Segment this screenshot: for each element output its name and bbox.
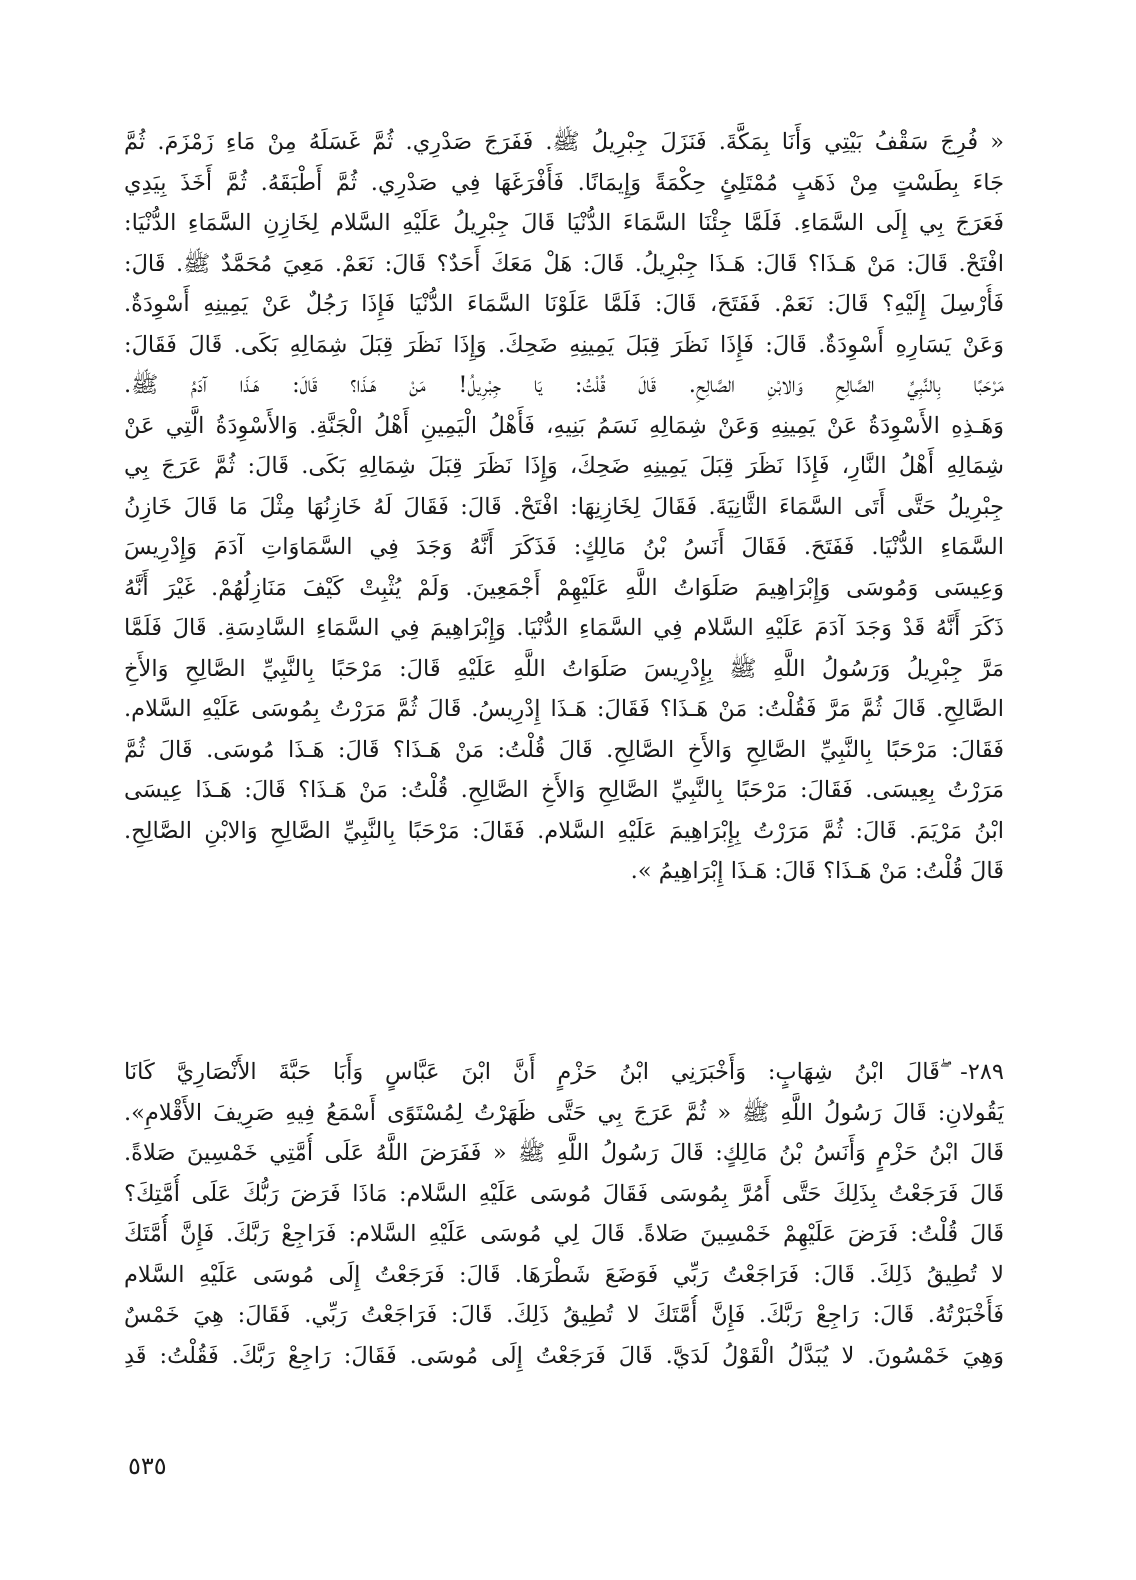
text-line: مَرْحَبًا بِالنَّبِيِّ الصَّالِحِ وَالابْنِ الصَّالِحِ. قَالَ قُلْتُ: يَا جِبْرِيلُ! مَنْ هَـذَا؟ قَالَ: هَـذَا آدَمُ ﷺ.	[124, 372, 1004, 398]
text-line: « فُرِجَ سَقْفُ بَيْتِي وَأَنَا بِمَكَّةَ. فَنَزَلَ جِبْرِيلُ ﷺ. فَفَرَجَ صَدْرِي. ثُمَّ غَسَلَهُ مِنْ مَاءِ زَمْزَمَ. ثُمَّ	[124, 129, 1004, 155]
hadith-paragraph-1	[124, 122, 1004, 892]
text-line: قَالَ قُلْتُ: مَنْ هَـذَا؟ قَالَ: هَـذَا إِبْرَاهِيمُ ».	[630, 858, 1004, 884]
text-line: قَالَ قُلْتُ: فَرَضَ عَلَيْهِمْ خَمْسِينَ صَلاةً. قَالَ لِي مُوسَى عَلَيْهِ السَّلام: فَرَاجِعْ رَبَّكَ. فَإِنَّ أُمَّتَكَ	[124, 1221, 1004, 1247]
text-line: مَرَرْتُ بِعِيسَى. فَقَالَ: مَرْحَبًا بِالنَّبِيِّ الصَّالِحِ وَالأَخِ الصَّالِحِ. قُلْتُ: مَنْ هَـذَا؟ قَالَ: هَـذَا عِيسَى	[124, 777, 1004, 803]
text-line: وَهَـذِهِ الأَسْوِدَةُ عَنْ يَمِينِهِ وَعَنْ شِمَالِهِ نَسَمُ بَنِيهِ، فَأَهْلُ الْيَمِينِ أَهْلُ الْجَنَّةِ. وَالأَسْوِدَةُ الَّتِي عَنْ	[124, 412, 1004, 439]
text-line: وَعِيسَى وَمُوسَى وَإِبْرَاهِيمَ صَلَوَاتُ اللَّهِ عَلَيْهِمْ أَجْمَعِينَ. وَلَمْ يُثْبِتْ كَيْفَ مَنَازِلُهُمْ. غَيْرَ أَنَّهُ	[124, 574, 1004, 601]
text-line: الصَّالِحِ. قَالَ ثُمَّ مَرَّ فَقُلْتُ: مَنْ هَـذَا؟ فَقَالَ: هَـذَا إِدْرِيسُ. قَالَ ثُمَّ مَرَرْتُ بِمُوسَى عَلَيْهِ السَّلام.	[124, 696, 1004, 722]
text-line: فَقَالَ: مَرْحَبًا بِالنَّبِيِّ الصَّالِحِ وَالأَخِ الصَّالِحِ. قَالَ قُلْتُ: مَنْ هَـذَا؟ قَالَ: هَـذَا مُوسَى. قَالَ ثُمَّ	[124, 736, 1004, 763]
text-line: يَقُولانِ: قَالَ رَسُولُ اللَّهِ ﷺ « ثُمَّ عَرَجَ بِي حَتَّى ظَهَرْتُ لِمُسْتَوًى أَسْمَعُ فِيهِ صَرِيفَ الأَقْلامِ».	[124, 1099, 1004, 1126]
text-line: فَأَخْبَرْتُهُ. قَالَ: رَاجِعْ رَبَّكَ. فَإِنَّ أُمَّتَكَ لا تُطِيقُ ذَلِكَ. قَالَ: فَرَاجَعْتُ رَبِّي. فَقَالَ: هِيَ خَمْسٌ	[124, 1302, 1004, 1328]
text-line: ذَكَرَ أَنَّهُ قَدْ وَجَدَ آدَمَ عَلَيْهِ السَّلام فِي السَّمَاءِ الدُّنْيَا. وَإِبْرَاهِيمَ فِي السَّمَاءِ السَّادِسَةِ. قَالَ فَلَمَّا	[124, 615, 1004, 641]
text-line: شِمَالِهِ أَهْلُ النَّارِ، فَإِذَا نَظَرَ قِبَلَ يَمِينِهِ ضَحِكَ، وَإِذَا نَظَرَ قِبَلَ شِمَالِهِ بَكَى. قَالَ: ثُمَّ عَرَجَ بِي	[124, 453, 1004, 479]
text-line: مَرَّ جِبْرِيلُ وَرَسُولُ اللَّهِ ﷺ بِإِدْرِيسَ صَلَوَاتُ اللَّهِ عَلَيْهِ قَالَ: مَرْحَبًا بِالنَّبِيِّ الصَّالِحِ وَالأَخِ	[124, 655, 1004, 682]
text-line: فَعَرَجَ بِي إِلَى السَّمَاءِ. فَلَمَّا جِئْنَا السَّمَاءَ الدُّنْيَا قَالَ جِبْرِيلُ عَلَيْهِ السَّلام لِخَازِنِ السَّمَاءِ الدُّنْيَا:	[124, 210, 1004, 236]
text-line: فَأُرْسِلَ إِلَيْهِ؟ قَالَ: نَعَمْ. فَفَتَحَ، قَالَ: فَلَمَّا عَلَوْنَا السَّمَاءَ الدُّنْيَا فَإِذَا رَجُلٌ عَنْ يَمِينِهِ أَسْوِدَةٌ.	[124, 291, 1004, 317]
page-number: ٥٣٥	[128, 1452, 167, 1480]
text-line: السَّمَاءِ الدُّنْيَا. فَفَتَحَ. فَقَالَ أَنَسُ بْنُ مَالِكٍ: فَذَكَرَ أَنَّهُ وَجَدَ فِي السَّمَاوَاتِ آدَمَ وَإِدْرِيسَ	[124, 534, 1004, 560]
text-line: لا تُطِيقُ ذَلِكَ. قَالَ: فَرَاجَعْتُ رَبِّي فَوَضَعَ شَطْرَهَا. قَالَ: فَرَجَعْتُ إِلَى مُوسَى عَلَيْهِ السَّلام	[124, 1261, 1004, 1288]
text-line: ابْنُ مَرْيَمَ. قَالَ: ثُمَّ مَرَرْتُ بِإِبْرَاهِيمَ عَلَيْهِ السَّلام. فَقَالَ: مَرْحَبًا بِالنَّبِيِّ الصَّالِحِ وَالابْنِ الصَّالِحِ.	[124, 817, 1004, 844]
text-line: وَعَنْ يَسَارِهِ أَسْوِدَةٌ. قَالَ: فَإِذَا نَظَرَ قِبَلَ يَمِينِهِ ضَحِكَ. وَإِذَا نَظَرَ قِبَلَ شِمَالِهِ بَكَى. قَالَ فَقَالَ:	[124, 331, 1004, 358]
text-line: جِبْرِيلُ حَتَّى أَتَى السَّمَاءَ الثَّانِيَةَ. فَقَالَ لِخَازِنِهَا: افْتَحْ. قَالَ: فَقَالَ لَهُ خَازِنُهَا مِثْلَ مَا قَالَ خَازِنُ	[124, 493, 1004, 520]
text-line: جَاءَ بِطَسْتٍ مِنْ ذَهَبٍ مُمْتَلِئٍ حِكْمَةً وَإِيمَانًا. فَأَفْرَغَهَا فِي صَدْرِي. ثُمَّ أَطْبَقَهُ. ثُمَّ أَخَذَ بِيَدِي	[124, 169, 1004, 196]
text-line: وَهِيَ خَمْسُونَ. لا يُبَدَّلُ الْقَوْلُ لَدَيَّ. قَالَ فَرَجَعْتُ إِلَى مُوسَى. فَقَالَ: رَاجِعْ رَبَّكَ. فَقُلْتُ: قَدِ	[124, 1342, 1004, 1369]
text-line: ٢٨٩- ۖۖۖقَالَ ابْنُ شِهَابٍ: وَأَخْبَرَنِي ابْنُ حَزْمٍ أَنَّ ابْنَ عَبَّاسٍ وَأَبَا حَبَّةَ الأَنْصَارِيَّ كَانَا	[124, 1059, 1004, 1085]
text-line: افْتَحْ. قَالَ: مَنْ هَـذَا؟ قَالَ: هَـذَا جِبْرِيلُ. قَالَ: هَلْ مَعَكَ أَحَدٌ؟ قَالَ: نَعَمْ. مَعِيَ مُحَمَّدٌ ﷺ. قَالَ:	[124, 250, 1004, 277]
text-line: قَالَ فَرَجَعْتُ بِذَلِكَ حَتَّى أَمُرَّ بِمُوسَى فَقَالَ مُوسَى عَلَيْهِ السَّلام: مَاذَا فَرَضَ رَبُّكَ عَلَى أُمَّتِكَ؟	[124, 1180, 1004, 1207]
text-line: قَالَ ابْنُ حَزْمٍ وَأَنَسُ بْنُ مَالِكٍ: قَالَ رَسُولُ اللَّهِ ﷺ « فَفَرَضَ اللَّهُ عَلَى أُمَّتِي خَمْسِينَ صَلاةً.	[124, 1140, 1004, 1166]
hadith-paragraph-289	[124, 1052, 1004, 1376]
